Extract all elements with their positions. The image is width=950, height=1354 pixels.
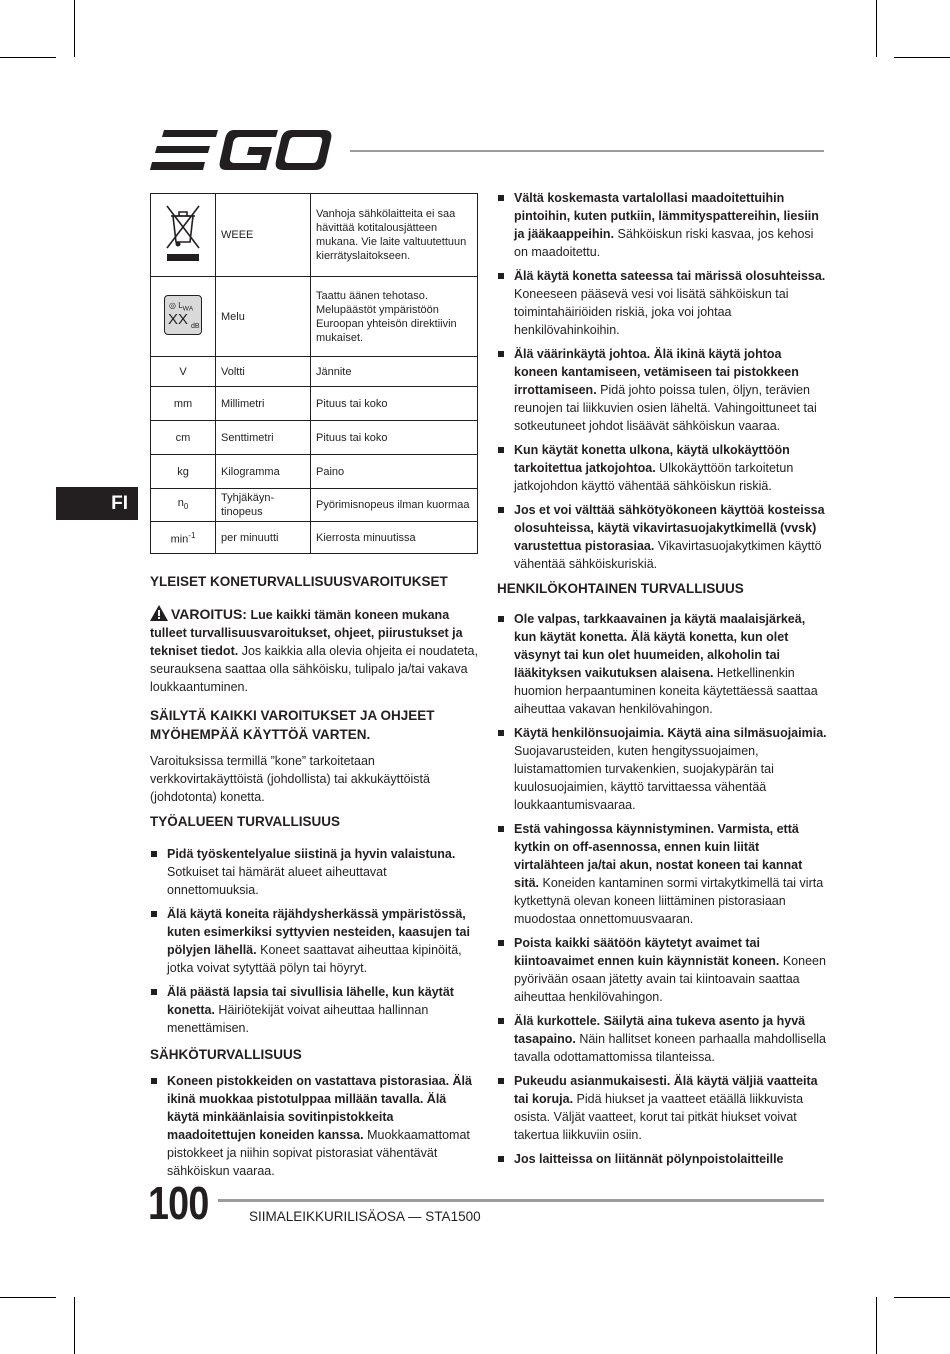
list-item: Pidä työskentelyalue siistinä ja hyvin valaistuna. Sotkuiset tai hämärät alueet aiheuttavat onnettomuuksia.	[150, 845, 480, 899]
crop-mark	[74, 1297, 75, 1354]
symbol-description: Kierrosta minuutissa	[311, 522, 478, 554]
electrical-safety-list-continued	[497, 189, 827, 573]
section-heading: SÄILYTÄ KAIKKI VAROITUKSET JA OHJEET MYÖHEMPÄÄ KÄYTTÖÄ VARTEN.	[150, 708, 435, 742]
crop-mark	[876, 1297, 877, 1354]
page-number: 100	[148, 1177, 209, 1229]
symbol-name: Melu	[216, 277, 311, 357]
symbol-name: Millimetri	[216, 387, 311, 421]
personal-safety-list	[497, 610, 827, 1168]
list-item: Pukeudu asianmukaisesti. Älä käytä väljiä vaatteita tai koruja. Pidä hiukset ja vaatteet etäällä liikkuvista osista. Väljät vaatteet, korut tai pitkät hiukset voivat takertua liikkuviin osiin.	[497, 1072, 827, 1144]
electrical-safety-list	[150, 1072, 480, 1180]
symbol-description: Taattu äänen tehotaso. Melupäästöt ympäristöön Euroopan yhteisön direktiivin mukaiset.	[311, 277, 478, 357]
header-rule	[350, 150, 824, 152]
table-row	[151, 522, 478, 554]
list-item: Koneen pistokkeiden on vastattava pistorasiaa. Älä ikinä muokkaa pistotulppaa millään tavalla. Älä käytä minkäänlaisia sovitinpistokkeita maadoitettujen koneiden kanssa. Muokkaamattomat pistokkeet ja niihin sopivat pistorasiat vähentävät sähköiskun vaaraa.	[150, 1072, 480, 1180]
symbol-description: Vanhoja sähkölaitteita ei saa hävittää kotitalousjätteen mukana. Vie laite valtuutettuun kierrätyslaitokseen.	[311, 194, 478, 277]
table-row	[151, 277, 478, 357]
symbol-description: Pituus tai koko	[311, 387, 478, 421]
table-row	[151, 387, 478, 421]
symbol-name: Kilogramma	[216, 455, 311, 489]
crop-mark	[876, 0, 877, 57]
symbols-table	[150, 193, 478, 554]
crop-mark	[74, 0, 75, 57]
symbol-name: Senttimetri	[216, 421, 311, 455]
crop-mark	[0, 57, 56, 58]
list-item: Käytä henkilönsuojaimia. Käytä aina silmäsuojaimia. Suojavarusteiden, kuten hengityssuojaimen, luistamattomien turvakenkien, suojakypärän tai kuulosuojaimien, käyttö tarvittaessa vähentää loukkaantumisvaaraa.	[497, 724, 827, 814]
section-heading: SÄHKÖTURVALLISUUS	[150, 1047, 302, 1062]
symbol-name: per minuutti	[216, 522, 311, 554]
symbol-description: Paino	[311, 455, 478, 489]
weee-crossed-bin-icon	[165, 202, 201, 264]
crop-mark	[894, 57, 950, 58]
list-item: Älä käytä koneita räjähdysherkässä ympäristössä, kuten esimerkiksi syttyvien nesteiden, kaasujen tai pölyjen lähellä. Koneet saattavat aiheuttaa kipinöitä, jotka voivat sytyttää pölyn tai höyryt.	[150, 905, 480, 977]
noise-level-label: XX	[168, 310, 189, 328]
symbol: cm	[151, 421, 216, 455]
list-item: Älä väärinkäytä johtoa. Älä ikinä käytä johtoa koneen kantamiseen, vetämiseen tai pistokkeen irrottamiseen. Pidä johto poissa tulen, öljyn, terävien reunojen tai liikkuvien osien läheltä. Vahingoittuneet tai sotkeutuneet johdot lisäävät sähköiskun vaaraa.	[497, 345, 827, 435]
paragraph: Varoituksissa termillä ”kone” tarkoitetaan verkkovirtakäyttöistä (johdollista) tai akkukäyttöistä (johdotonta) konetta.	[150, 754, 430, 804]
ego-logo-icon	[150, 128, 332, 172]
symbol: $\min^{-1}$	[151, 522, 216, 554]
table-row	[151, 455, 478, 489]
symbol-description: Jännite	[311, 357, 478, 387]
symbol: V	[151, 357, 216, 387]
list-item: Älä päästä lapsia tai sivullisia lähelle, kun käytät konetta. Häiriötekijät voivat aiheuttaa hallinnan menettämisen.	[150, 983, 480, 1037]
symbol: $n_0$	[151, 489, 216, 522]
symbol-name: Voltti	[216, 357, 311, 387]
table-row	[151, 194, 478, 277]
list-item: Kun käytät konetta ulkona, käytä ulkokäyttöön tarkoitettua jatkojohtoa. Ulkokäyttöön tarkoitetun jatkojohdon käyttö vähentää sähköiskun riskiä.	[497, 441, 827, 495]
left-column	[150, 572, 480, 1186]
symbol-description: Pituus tai koko	[311, 421, 478, 455]
list-item: Älä käytä konetta sateessa tai märissä olosuhteissa. Koneeseen pääsevä vesi voi lisätä sähköiskun tai toimintahäiriöiden riskiä, joka voi johtaa henkilövahinkoihin.	[497, 267, 827, 339]
symbol-description: Pyörimisnopeus ilman kuormaa	[311, 489, 478, 522]
noise-level-icon: ◎ $L_{WA}$ XX dB	[164, 295, 202, 335]
table-row	[151, 421, 478, 455]
list-item: Älä kurkottele. Säilytä aina tukeva asento ja hyvä tasapaino. Näin hallitset koneen parhaalla mahdollisella tavalla odottamattomissa tilanteissa.	[497, 1012, 827, 1066]
warning-label: VAROITUS:	[171, 606, 247, 622]
warning-paragraph: VAROITUS: Lue kaikki tämän koneen mukana tulleet turvallisuusvaroitukset, ohjeet, piirustukset ja tekniset tiedot. Jos kaikkia alla olevia ohjeita ei noudateta, seurauksena saattaa olla sähköisku, tulipalo ja/tai vakava loukkaantuminen.	[150, 606, 478, 694]
table-row	[151, 357, 478, 387]
list-item: Vältä koskemasta vartalollasi maadoitettuihin pintoihin, kuten putkiin, lämmityspattereihin, liesiin ja jääkaappeihin. Sähköiskun riski kasvaa, jos kehosi on maadoitettu.	[497, 189, 827, 261]
footer-title: SIIMALEIKKURILISÄOSA — STA1500	[249, 1209, 481, 1224]
table-row	[151, 489, 478, 522]
symbol-name: Tyhjäkäyn-tinopeus	[216, 489, 311, 522]
work-safety-list	[150, 845, 480, 1037]
crop-mark	[0, 1297, 56, 1298]
list-item: Estä vahingossa käynnistyminen. Varmista, että kytkin on off-asennossa, ennen kuin liität virtalähteen ja/tai akun, nostat koneen tai kannat sitä. Koneiden kantaminen sormi virtakytkimellä tai virta kytkettynä olevan koneen liittäminen pistorasiaan muodostaa onnettomuusvaaran.	[497, 820, 827, 928]
list-item: Jos et voi välttää sähkötyökoneen käyttöä kosteissa olosuhteissa, käytä vikavirtasuojakytkimellä (vvsk) varustettua pistorasiaa. Vikavirtasuojakytkimen käyttö vähentää sähköiskuriskiä.	[497, 501, 827, 573]
warning-triangle-icon	[150, 605, 168, 621]
symbol: mm	[151, 387, 216, 421]
section-heading: HENKILÖKOHTAINEN TURVALLISUUS	[497, 581, 744, 596]
section-heading: YLEISET KONETURVALLISUUSVAROITUKSET	[150, 574, 448, 589]
crop-mark	[894, 1297, 950, 1298]
symbol: kg	[151, 455, 216, 489]
right-column	[497, 189, 827, 1174]
list-item: Poista kaikki säätöön käytetyt avaimet tai kiintoavaimet ennen kuin käynnistät koneen. Koneen pyörivään osaan jätetty avain tai kiintoavain saattaa aiheuttaa henkilövahingon.	[497, 934, 827, 1006]
list-item: Ole valpas, tarkkaavainen ja käytä maalaisjärkeä, kun käytät konetta. Älä käytä konetta, kun olet väsynyt tai kun olet huumeiden, alkoholin tai lääkityksen vaikutuksen alaisena. Hetkellinenkin huomion herpaantuminen koneita käytettäessä saattaa aiheuttaa vakavan henkilövahingon.	[497, 610, 827, 718]
symbol-name: WEEE	[216, 194, 311, 277]
list-item: Jos laitteissa on liitännät pölynpoistolaitteille	[497, 1150, 827, 1168]
language-tab: FI	[56, 487, 138, 520]
section-heading: TYÖALUEEN TURVALLISUUS	[150, 814, 341, 829]
footer-rule	[218, 1199, 824, 1202]
